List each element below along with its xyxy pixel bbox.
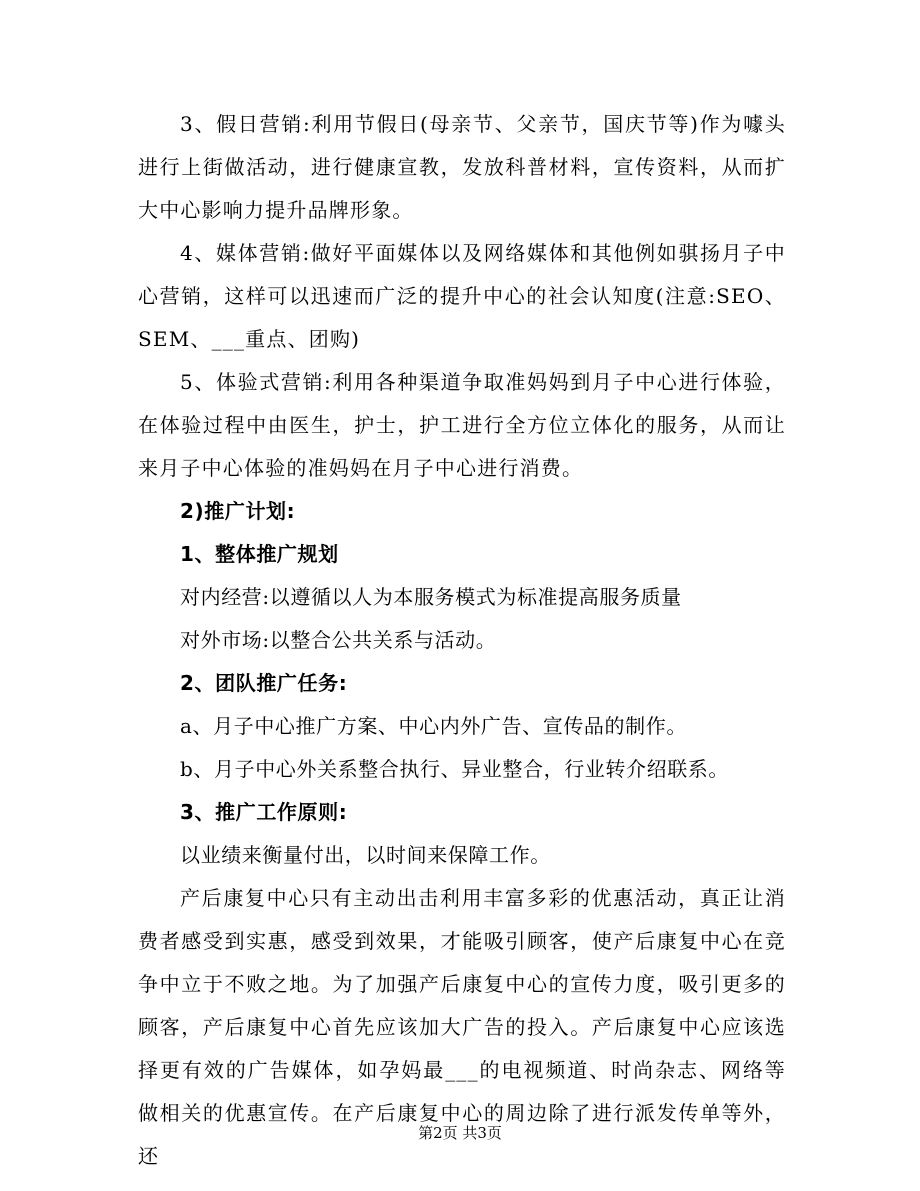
- text-external-market: 对外市场:以整合公共关系与活动。: [180, 628, 497, 652]
- text-team-task-a: a、月子中心推广方案、中心内外广告、宣传品的制作。: [180, 714, 687, 738]
- text-internal-operation: 对内经营:以遵循以人为本服务模式为标准提高服务质量: [180, 585, 682, 609]
- heading-team-tasks: 2、团队推广任务:: [180, 671, 348, 695]
- paragraph-experience-marketing: 5、体验式营销:利用各种渠道争取准妈妈到月子中心进行体验，在体验过程中由医生，护士，护工进行全方位立体化的服务，从而让来月子中心体验的准妈妈在月子中心进行消费。: [138, 370, 786, 480]
- heading-work-principles: 3、推广工作原则:: [180, 800, 348, 824]
- section-heading-promotion-plan: 2)推广计划:: [180, 499, 296, 523]
- paragraph-closing: 产后康复中心只有主动出击利用丰富多彩的优惠活动，真正让消费者感受到实惠，感受到效果，才能吸引顾客，使产后康复中心在竞争中立于不败之地。为了加强产后康复中心的宣传力度，吸引更多的顾客，产后康复中心首先应该加大广告的投入。产后康复中心应该选择更有效的广告媒体，如孕妈最___的电视频道、时尚杂志、网络等做相关的优惠宣传。在产后康复中心的周边除了进行派发传单等外，还: [138, 886, 786, 1168]
- heading-overall-plan: 1、整体推广规划: [180, 542, 339, 566]
- document-body: [138, 103, 786, 1178]
- text-team-task-b: b、月子中心外关系整合执行、异业整合，行业转介绍联系。: [180, 757, 730, 781]
- page-footer: 第2页 共3页: [418, 1124, 502, 1142]
- paragraph-holiday-marketing: 3、假日营销:利用节假日(母亲节、父亲节，国庆节等)作为噱头进行上街做活动，进行健康宣教，发放科普材料，宣传资料，从而扩大中心影响力提升品牌形象。: [138, 112, 786, 222]
- text-work-principles: 以业绩来衡量付出，以时间来保障工作。: [180, 843, 551, 867]
- paragraph-media-marketing: 4、媒体营销:做好平面媒体以及网络媒体和其他例如骐扬月子中心营销，这样可以迅速而广泛的提升中心的社会认知度(注意:SEO、SEM、___重点、团购): [138, 241, 786, 351]
